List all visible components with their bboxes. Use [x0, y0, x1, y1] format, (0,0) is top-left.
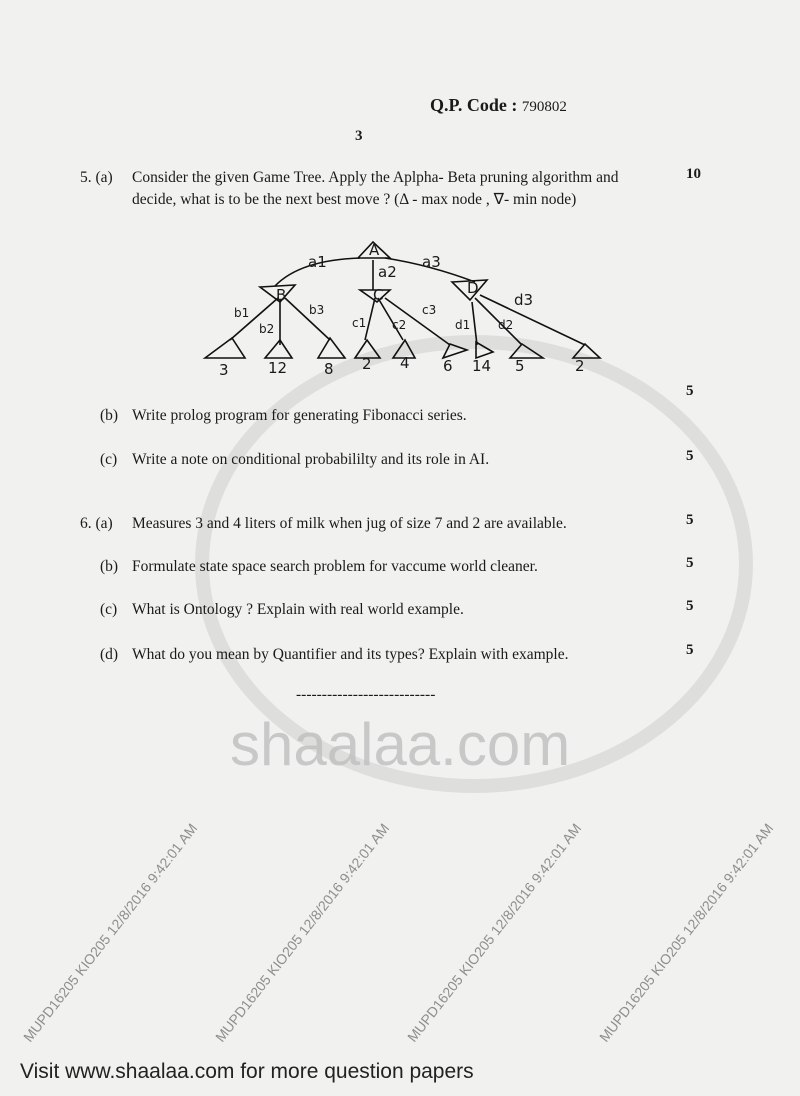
edge-b2-label: b2: [259, 322, 275, 336]
watermark: MUPD16205 KIO205 12/8/2016 9:42:01 AM: [404, 820, 585, 1045]
end-divider: ---------------------------: [296, 686, 436, 703]
leaf-value: 2: [362, 355, 372, 373]
page-number: 3: [355, 128, 363, 144]
edge-b3-label: b3: [309, 303, 325, 317]
question-6a-text: Measures 3 and 4 liters of milk when jug of size 7 and 2 are available.: [132, 515, 567, 532]
leaf-value: 4: [400, 354, 410, 372]
game-tree-diagram: [200, 240, 620, 380]
edge-b1-label: b1: [234, 306, 250, 320]
node-c-label: C: [373, 286, 384, 304]
watermark: MUPD16205 KIO205 12/8/2016 9:42:01 AM: [212, 820, 393, 1045]
leaf-value: 3: [219, 361, 229, 379]
question-5c-number: (c): [100, 451, 118, 468]
node-b-label: B: [276, 286, 287, 304]
question-5b-marks: 5: [686, 383, 694, 399]
edge-a3-label: a3: [422, 253, 441, 271]
edge-c3-label: c3: [422, 303, 437, 317]
question-6b-number: (b): [100, 558, 119, 575]
leaf-value: 5: [515, 357, 525, 375]
question-6a-marks: 5: [686, 512, 694, 528]
question-5a-line1: Consider the given Game Tree. Apply the Aplpha- Beta pruning algorithm and: [132, 169, 619, 186]
question-6a-number: 6. (a): [80, 515, 113, 532]
question-5a-marks: 10: [686, 166, 701, 182]
watermark: MUPD16205 KIO205 12/8/2016 9:42:01 AM: [20, 820, 201, 1045]
leaf-value: 6: [443, 357, 453, 375]
question-6d-marks: 5: [686, 642, 694, 658]
shaalaa-stamp-text: shaalaa.com: [230, 711, 571, 778]
footer-link-text: Visit www.shaalaa.com for more question papers: [20, 1060, 474, 1083]
qp-code: [430, 94, 567, 118]
leaf-value: 12: [268, 359, 288, 377]
leaf-value: 2: [575, 357, 585, 375]
qp-code-value: 790802: [521, 99, 567, 115]
node-root-label: A: [369, 241, 380, 259]
question-5a-number: 5. (a): [80, 169, 113, 186]
question-5c-text: Write a note on conditional probabililty and its role in AI.: [132, 451, 490, 468]
edge-c1-label: c1: [352, 316, 367, 330]
question-6c-text: What is Ontology ? Explain with real world example.: [132, 601, 464, 618]
edge-d1-label: d1: [455, 318, 471, 332]
question-5b-text: Write prolog program for generating Fibonacci series.: [132, 407, 467, 424]
edge-a1-label: a1: [308, 253, 327, 271]
leaf-value: 8: [324, 360, 334, 378]
question-5b-number: (b): [100, 407, 119, 424]
question-6c-marks: 5: [686, 598, 694, 614]
watermark: MUPD16205 KIO205 12/8/2016 9:42:01 AM: [596, 820, 777, 1045]
question-6d-text: What do you mean by Quantifier and its types? Explain with example.: [132, 646, 569, 663]
max-node-triangles: [205, 242, 600, 358]
leaf-value: 14: [472, 357, 492, 375]
edge-d3-label: d3: [514, 291, 534, 309]
question-6b-text: Formulate state space search problem for vaccume world cleaner.: [132, 558, 538, 575]
edge-a2-label: a2: [378, 263, 397, 281]
question-6d-number: (d): [100, 646, 119, 663]
question-6c-number: (c): [100, 601, 118, 618]
edge-d2-label: d2: [498, 318, 514, 332]
question-6b-marks: 5: [686, 555, 694, 571]
question-5c-marks: 5: [686, 448, 694, 464]
edge-c2-label: c2: [392, 318, 407, 332]
qp-code-label: Q.P. Code :: [430, 95, 518, 115]
question-5a-line2: decide, what is to be the next best move ? (Δ - max node , ∇- min node): [132, 191, 577, 208]
node-d-label: D: [467, 279, 479, 297]
